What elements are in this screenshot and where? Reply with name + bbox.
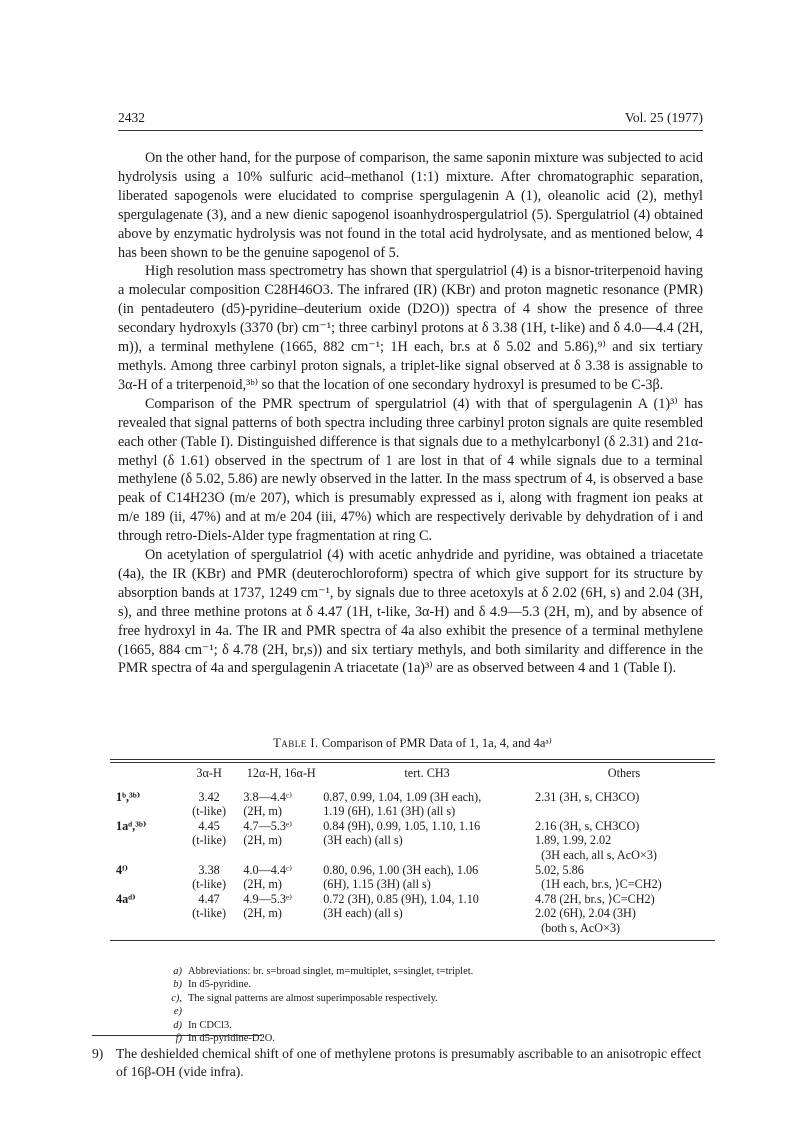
paragraph: On the other hand, for the purpose of comparison, the same saponin mixture was subjected to acid hydrolysis using a 10% sulfuric acid–methanol (1:1) mixture. After chromatographic separation, liberated sapogenols were elucidated to comprise spergulagenin A (1), oleanolic acid (2), methyl spergulagenate (3), and a new dienic sapogenol isoanhydrospergulatriol (5). Spergulatriol (4) obtained above by enzymatic hydrolysis was not found in the total acid hydrolysate, and as mentioned below, 4 has been shown to be the genuine sapogenol of 5.: [118, 150, 703, 261]
paragraph: Comparison of the PMR spectrum of spergulatriol (4) with that of spergulagenin A (1)³⁾ has revealed that signal patterns of both spectra including three carbinyl proton signals are quite resembled each other (Table I). Distinguished difference is that signals due to a methylcarbonyl (δ 2.31) and 21α-methyl (δ 1.61) observed in the spectrum of 1 are lost in that of 4 while signals due to a terminal methylene (δ 5.02, 5.86) are newly observed in the latter. In the mass spectrum of 4, is observed a base peak of C14H23O (m/e 207), which is presumably expressed as i, along with fragment ion peaks at m/e 189 (ii, 47%) and at m/e 204 (iii, 47%) which are respectively derivable by dehydration of i and through retro-Diels-Alder type fragmentation at ring C.: [118, 395, 703, 545]
table-row: [110, 892, 715, 936]
cell-line: (3H each, all s, AcO×3): [535, 847, 657, 862]
column-header: [110, 763, 177, 786]
table-footnote: [164, 978, 473, 991]
compound-cell: 1aᵈ,³ᵇ⁾: [116, 818, 147, 833]
footnote-text: Abbreviations: br. s=broad singlet, m=multiplet, s=singlet, t=triplet.: [188, 966, 474, 977]
paragraph: On acetylation of spergulatriol (4) with acetic anhydride and pyridine, was obtained a triacetate (4a), the IR (KBr) and PMR (deuterochloroform) spectra of which give support for its structure by absorption bands at 1737, 1249 cm⁻¹, by signals due to three acetoxyls at δ 2.02 (6H, s) and 2.04 (3H, s), and three methine protons at δ 4.47 (1H, t-like, 3α-H) and δ 4.9—5.3 (2H, m), and by absence of free hydroxyl in 4a. The IR and PMR spectra of 4a also exhibit the presence of a terminal methylene (1665, 884 cm⁻¹; δ 4.78 (2H, br,s)) and six tertiary methyls, and both similarity and difference in the PMR spectra of 4a and spergulagenin A triacetate (1a)³⁾ are as observed between 4 and 1 (Table I).: [118, 547, 703, 677]
footnote-text: In CDCl3.: [188, 1019, 232, 1031]
cell-line: 4.45: [198, 818, 220, 833]
cell-line: 1.19 (6H), 1.61 (3H) (all s): [323, 804, 456, 819]
cell-line: (t-like): [192, 906, 227, 921]
table-caption-label: Table I.: [273, 736, 319, 750]
cell-line: (6H), 1.15 (3H) (all s): [323, 877, 431, 892]
table-footnote: [164, 1019, 473, 1032]
cell-line: 4.9—5.3ᵉ⁾: [243, 891, 293, 906]
footnote-separator: [92, 1035, 262, 1036]
cell-line: (3H each) (all s): [323, 906, 403, 921]
footnote-key: b): [173, 979, 182, 991]
cell-line: (2H, m): [243, 906, 282, 921]
footnote-key: f): [175, 1033, 182, 1045]
column-header: Others: [607, 766, 641, 780]
cell-line: 5.02, 5.86: [535, 862, 584, 877]
cell-line: (2H, m): [243, 877, 282, 892]
header-rule: [118, 130, 703, 131]
cell-line: 0.84 (9H), 0.99, 1.05, 1.10, 1.16: [323, 818, 481, 833]
table-footnote: [164, 965, 473, 978]
footnote-text: In d5-pyridine-D2O.: [188, 1033, 275, 1045]
cell-line: 3.8—4.4ᶜ⁾: [243, 789, 293, 804]
table-row: [110, 786, 715, 819]
body-text: [118, 149, 703, 678]
footnote-text: The signal patterns are almost superimposable respectively.: [188, 992, 438, 1004]
table-footnotes: [164, 965, 473, 1045]
cell-line: 2.02 (6H), 2.04 (3H): [535, 906, 636, 921]
cell-line: (1H each, br.s, ⟩C=CH2): [535, 877, 662, 892]
page-number: 2432: [118, 110, 145, 125]
cell-line: 4.0—4.4ᶜ⁾: [243, 862, 293, 877]
footnote-key: d): [173, 1019, 182, 1031]
table-header-row: [110, 763, 715, 786]
cell-line: 3.42: [198, 789, 220, 804]
cell-line: 4.47: [198, 891, 220, 906]
paragraph: High resolution mass spectrometry has shown that spergulatriol (4) is a bisnor-triterpenoid having a molecular composition C28H46O3. The infrared (IR) (KBr) and proton magnetic resonance (PMR) (in pentadeutero (d5)-pyridine–deuterium oxide (D2O)) spectra of 4 show the presence of three secondary hydroxyls (3370 (br) cm⁻¹; three carbinyl protons at δ 3.38 (1H, t-like) and δ 4.0—4.4 (2H, m)), a terminal methylene (1665, 882 cm⁻¹; 1H each, br.s at δ 5.02 and 5.86),⁹⁾ and six tertiary methyls. Among three carbinyl proton signals, a triplet-like signal observed at δ 3.38 is assignable to 3α-H of a triterpenoid,³ᵇ⁾ so that the location of one secondary hydroxyl is presumed to be C-3β.: [118, 263, 703, 393]
cell-line: 0.87, 0.99, 1.04, 1.09 (3H each),: [323, 789, 482, 804]
running-header: [118, 110, 703, 130]
table-bottom-rule: [110, 940, 715, 941]
page-footnote: [92, 1045, 712, 1081]
compound-cell: 4ᶠ⁾: [116, 862, 129, 877]
cell-line: (3H each) (all s): [323, 833, 403, 848]
cell-line: 0.72 (3H), 0.85 (9H), 1.04, 1.10: [323, 891, 479, 906]
footnote-key: c), e): [171, 992, 182, 1018]
cell-line: 4.78 (2H, br.s, ⟩C=CH2): [535, 891, 655, 906]
compound-cell: 1ᵇ,³ᵇ⁾: [116, 789, 141, 804]
cell-line: 2.16 (3H, s, CH3CO): [535, 818, 640, 833]
footnote-key: a): [173, 966, 182, 977]
cell-line: (2H, m): [243, 804, 282, 819]
table-row: [110, 819, 715, 863]
footnote-text: In d5-pyridine.: [188, 979, 251, 991]
footnote-text: The deshielded chemical shift of one of methylene protons is presumably ascribable to an anisotropic effect of 16β-OH (vide infra).: [116, 1046, 702, 1079]
cell-line: (t-like): [192, 833, 227, 848]
cell-line: (both s, AcO×3): [535, 920, 621, 935]
cell-line: 0.80, 0.96, 1.00 (3H each), 1.06: [323, 862, 479, 877]
cell-line: 1.89, 1.99, 2.02: [535, 833, 612, 848]
volume-label: Vol. 25 (1977): [624, 110, 703, 125]
cell-line: 4.7—5.3ᵉ⁾: [243, 818, 293, 833]
cell-line: (t-like): [192, 804, 227, 819]
column-header: 3α-H: [196, 766, 222, 780]
table-caption-text: Comparison of PMR Data of 1, 1a, 4, and 4aᵃ⁾: [321, 736, 552, 750]
compound-cell: 4aᵈ⁾: [116, 891, 136, 906]
table-caption: [110, 735, 715, 751]
table-row: [110, 863, 715, 892]
table-footnote: [164, 992, 473, 1019]
cell-line: (t-like): [192, 877, 227, 892]
data-table: [110, 763, 715, 936]
cell-line: 3.38: [198, 862, 220, 877]
column-header: tert. CH3: [404, 766, 450, 780]
cell-line: (2H, m): [243, 833, 282, 848]
cell-line: 2.31 (3H, s, CH3CO): [535, 789, 640, 804]
footnote-number: 9): [92, 1046, 104, 1061]
pmr-table: [110, 735, 715, 941]
column-header: 12α-H, 16α-H: [246, 766, 316, 780]
